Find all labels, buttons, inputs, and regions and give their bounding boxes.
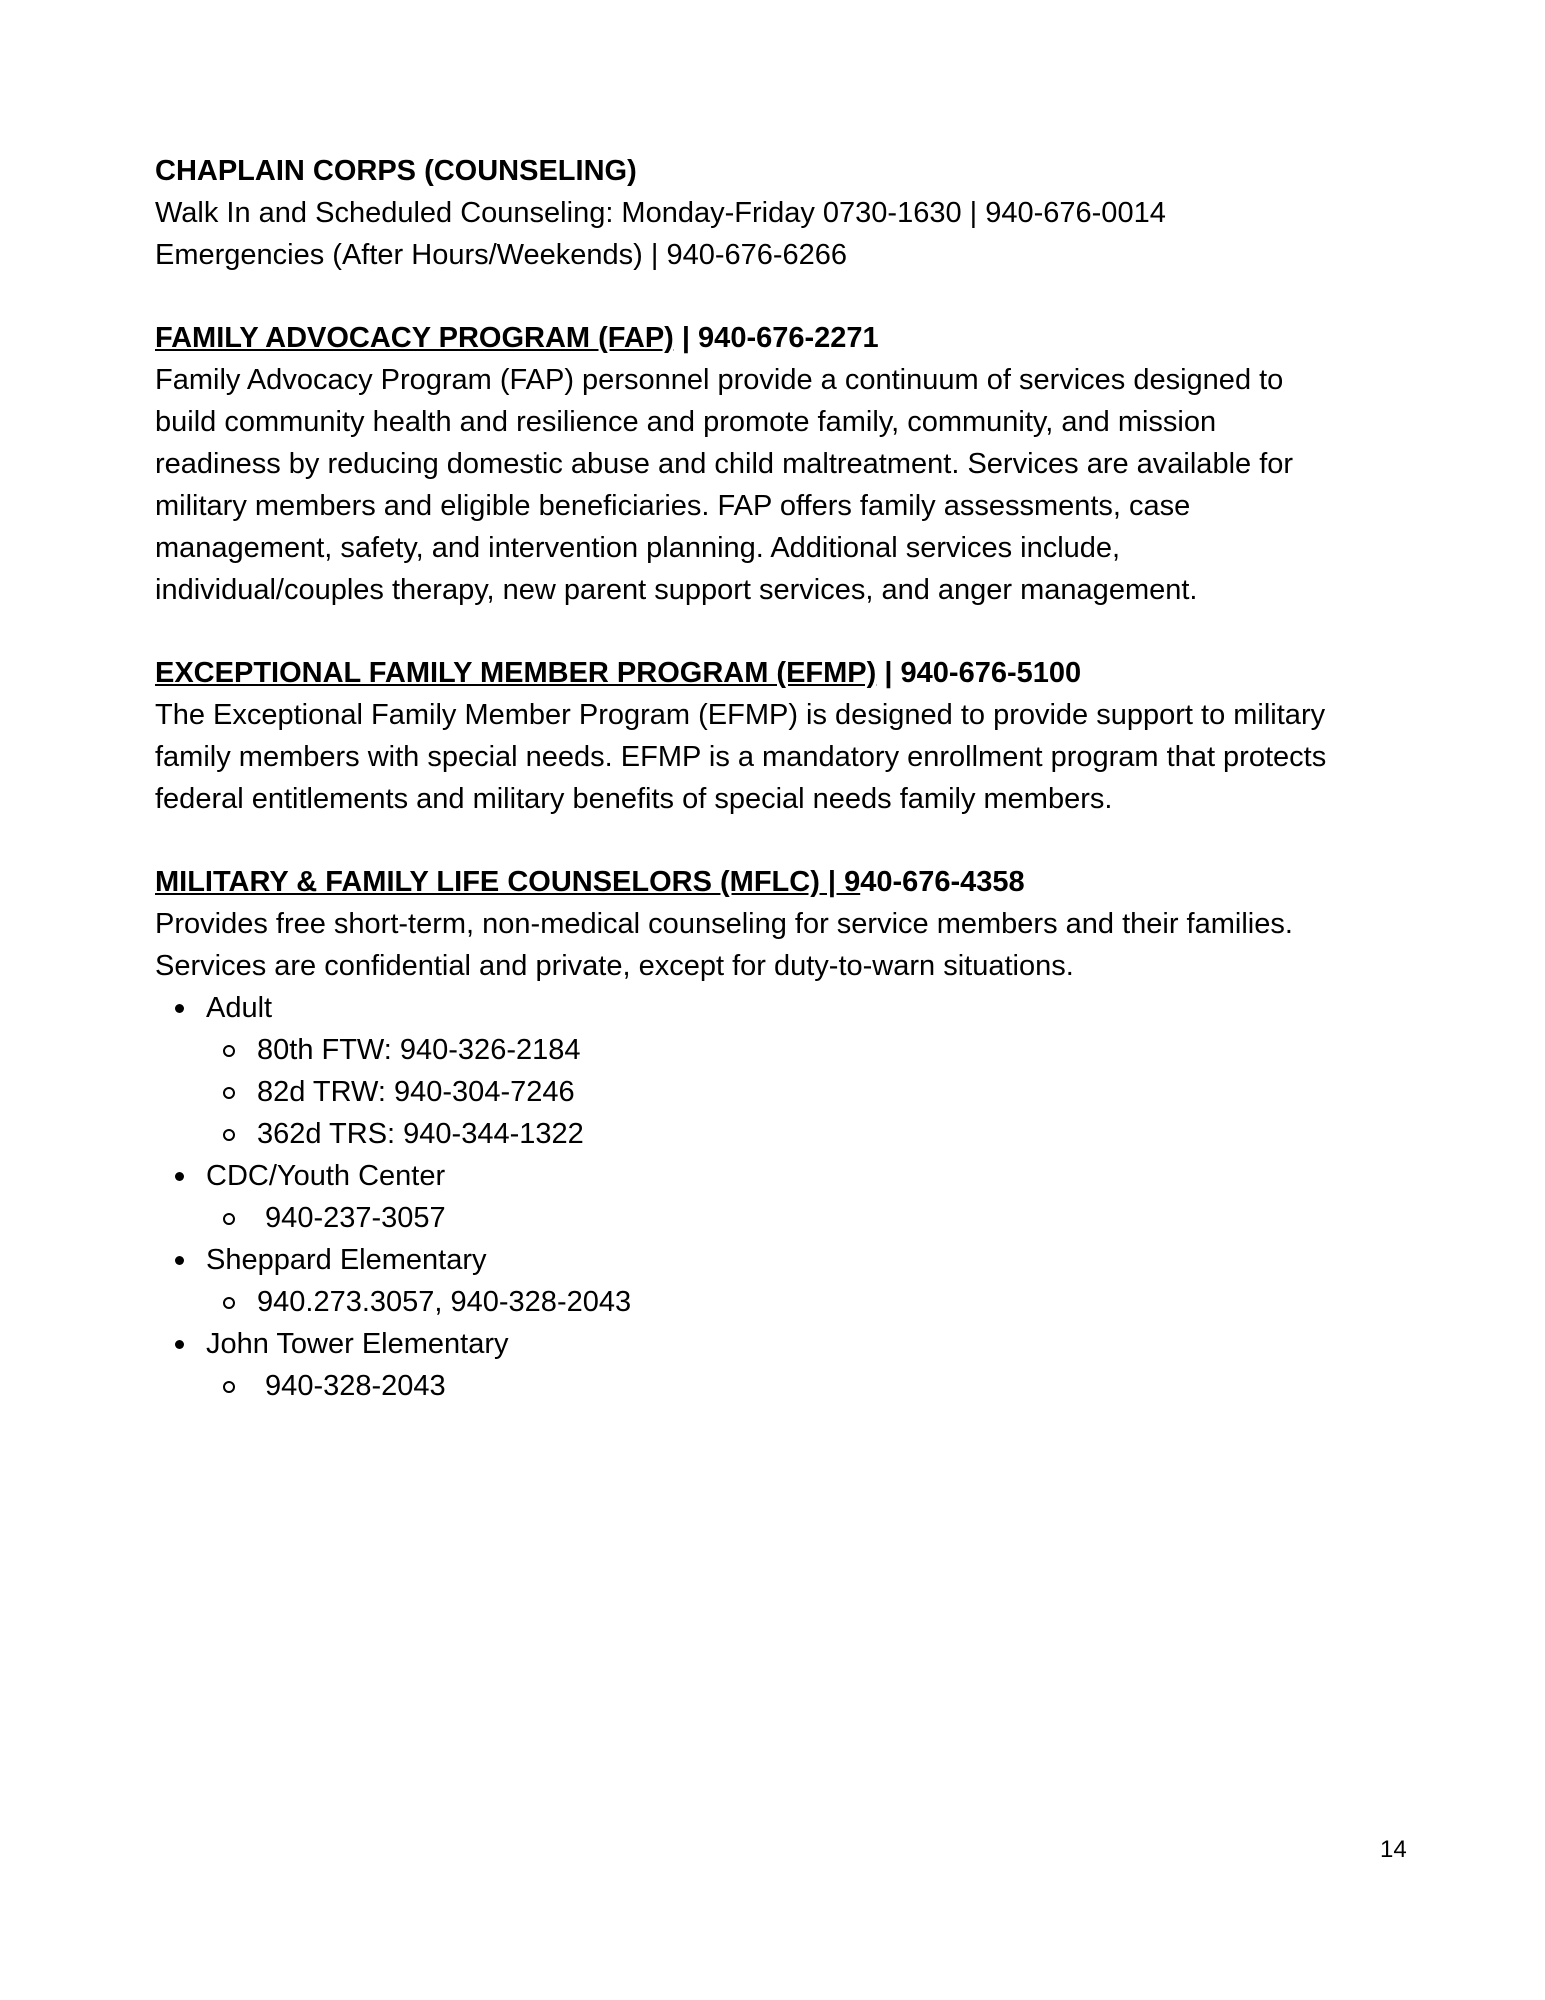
sublist-john-tower-elementary bbox=[206, 1365, 1395, 1407]
efmp-heading-phone: | 940-676-5100 bbox=[876, 657, 1082, 689]
fap-body-line: build community health and resilience and promote family, community, and mission bbox=[155, 406, 1217, 438]
efmp-section bbox=[155, 652, 1395, 820]
list-item-label: Sheppard Elementary bbox=[206, 1244, 487, 1276]
fap-heading-phone: | 940-676-2271 bbox=[673, 322, 879, 354]
efmp-heading-link[interactable]: EXCEPTIONAL FAMILY MEMBER PROGRAM (EFMP) bbox=[155, 657, 877, 689]
sublist-cdc-youth-center bbox=[206, 1197, 1395, 1239]
efmp-body-line: family members with special needs. EFMP is a mandatory enrollment program that protects bbox=[155, 741, 1327, 773]
sublist-item: 82d TRW: 940-304-7246 bbox=[206, 1071, 1395, 1113]
mflc-heading bbox=[155, 861, 1395, 903]
sublist-item: 940-237-3057 bbox=[206, 1197, 1395, 1239]
chaplain-heading-text: CHAPLAIN CORPS (COUNSELING) bbox=[155, 155, 637, 187]
mflc-heading-link[interactable]: MILITARY & FAMILY LIFE COUNSELORS (MFLC) | 9 bbox=[155, 866, 861, 898]
mflc-heading-phone: 40-676-4358 bbox=[860, 866, 1025, 898]
list-item-sheppard-elementary bbox=[155, 1239, 1395, 1323]
chaplain-hours-line: Walk In and Scheduled Counseling: Monday-Friday 0730-1630 | 940-676-0014 bbox=[155, 197, 1166, 229]
mflc-body-line: Services are confidential and private, except for duty-to-warn situations. bbox=[155, 950, 1074, 982]
efmp-heading bbox=[155, 652, 1395, 694]
fap-body-line: management, safety, and intervention planning. Additional services include, bbox=[155, 532, 1121, 564]
fap-heading-link[interactable]: FAMILY ADVOCACY PROGRAM (FAP) bbox=[155, 322, 674, 354]
list-item-adult bbox=[155, 987, 1395, 1155]
mflc-contact-list bbox=[155, 987, 1395, 1407]
fap-body-line: readiness by reducing domestic abuse and child maltreatment. Services are available for bbox=[155, 448, 1294, 480]
efmp-body-line: The Exceptional Family Member Program (EFMP) is designed to provide support to military bbox=[155, 699, 1326, 731]
mflc-body-line: Provides free short-term, non-medical counseling for service members and their families. bbox=[155, 908, 1293, 940]
document-page bbox=[155, 150, 1395, 1448]
fap-body-line: Family Advocacy Program (FAP) personnel provide a continuum of services designed to bbox=[155, 364, 1284, 396]
fap-section bbox=[155, 317, 1395, 611]
sublist-adult bbox=[206, 1029, 1395, 1155]
list-item-label: Adult bbox=[206, 992, 273, 1024]
list-item-cdc-youth-center bbox=[155, 1155, 1395, 1239]
sublist-item: 940-328-2043 bbox=[206, 1365, 1395, 1407]
chaplain-section bbox=[155, 150, 1395, 276]
list-item-john-tower-elementary bbox=[155, 1323, 1395, 1407]
sublist-sheppard-elementary bbox=[206, 1281, 1395, 1323]
chaplain-heading bbox=[155, 150, 1395, 192]
fap-body-line: military members and eligible beneficiaries. FAP offers family assessments, case bbox=[155, 490, 1191, 522]
chaplain-emergency-line: Emergencies (After Hours/Weekends) | 940-676-6266 bbox=[155, 239, 848, 271]
sublist-item: 940.273.3057, 940-328-2043 bbox=[206, 1281, 1395, 1323]
efmp-body-line: federal entitlements and military benefits of special needs family members. bbox=[155, 783, 1113, 815]
page-number: 14 bbox=[1380, 1836, 1407, 1863]
fap-heading bbox=[155, 317, 1395, 359]
sublist-item: 362d TRS: 940-344-1322 bbox=[206, 1113, 1395, 1155]
fap-body-line: individual/couples therapy, new parent support services, and anger management. bbox=[155, 574, 1198, 606]
mflc-section bbox=[155, 861, 1395, 1407]
list-item-label: CDC/Youth Center bbox=[206, 1160, 446, 1192]
sublist-item: 80th FTW: 940-326-2184 bbox=[206, 1029, 1395, 1071]
list-item-label: John Tower Elementary bbox=[206, 1328, 509, 1360]
